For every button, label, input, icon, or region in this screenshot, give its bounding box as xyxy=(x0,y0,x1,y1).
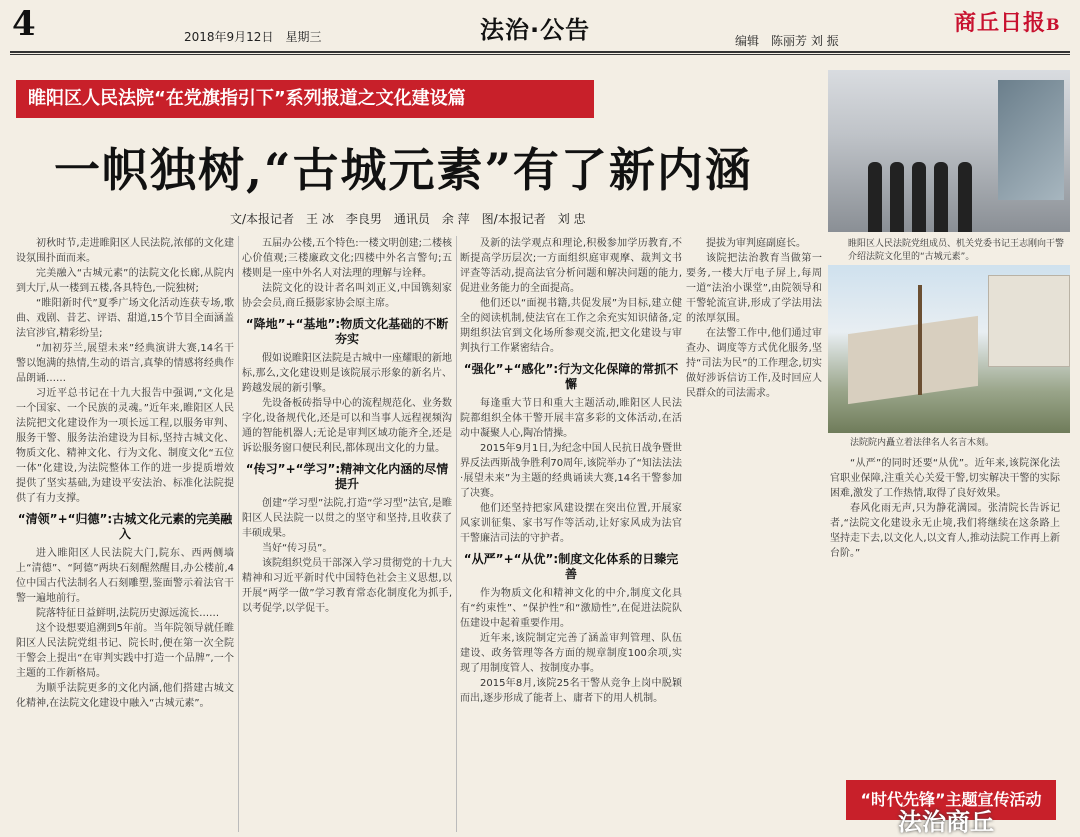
watermark: 法治商丘 xyxy=(898,808,994,836)
newspaper-logo xyxy=(954,6,1061,37)
photo-person xyxy=(934,162,948,232)
header-rule-thin xyxy=(10,54,1070,55)
paragraph: 及新的法学观点和理论,积极参加学历教育,不断提高学历层次;一方面组织庭审观摩、裁判文书评查等活动,提高法官分析问题和解决问题的能力,促进业务能力的全面提高。 xyxy=(460,238,682,294)
headline: 一帜独树,“古城元素”有了新内涵 xyxy=(54,143,753,197)
subheading: “降地”+“基地”:物质文化基础的不断夯实 xyxy=(245,317,449,346)
logo-text: 商丘日报 xyxy=(954,10,1047,36)
issue-date: 2018年9月12日 星期三 xyxy=(184,30,322,44)
subheading: “强化”+“感化”:行为文化保障的常抓不懈 xyxy=(463,362,679,391)
subheading: “清领”+“归德”:古城文化元素的完美融入 xyxy=(17,512,233,541)
header-rule xyxy=(10,51,1070,53)
editors: 编辑 陈丽芳 刘 振 xyxy=(735,34,839,48)
photo-display-wall xyxy=(998,80,1064,200)
paragraph: 五届办公楼,五个特色:一楼文明创建;二楼核心价值观;三楼廉政文化;四楼中外名言警句;五楼则是一座中外名人对法理的理解与诠释。 xyxy=(242,238,452,279)
paragraph: 创建“学习型”法院,打造“学习型”法官,是睢阳区人民法院一以贯之的坚守和坚持,且收获了丰硕成果。 xyxy=(242,498,452,539)
series-banner: 睢阳区人民法院“在党旗指引下”系列报道之文化建设篇 xyxy=(16,80,594,118)
photo-carved-wall xyxy=(848,316,978,404)
article-column-d xyxy=(830,456,1060,774)
paragraph: 初秋时节,走进睢阳区人民法院,浓郁的文化建设氛围扑面而来。 xyxy=(16,238,234,264)
paragraph: 春风化雨无声,只为静花满园。张清院长告诉记者,“法院文化建设永无止境,我们将继续在这条路上坚持走下去,以文化人,以文育人,推动法院工作再上新台阶。” xyxy=(830,503,1060,559)
paragraph: 法院文化的设计者名叫刘正义,中国镌刻家协会会员,商丘摄影家协会原主席。 xyxy=(242,283,452,309)
paragraph: 在法警工作中,他们通过审查办、调度等方式优化服务,坚持“司法为民”的工作理念,切实做好涉诉信访工作,及时回应人民群众的司法需求。 xyxy=(686,328,822,399)
paragraph: 假如说睢阳区法院是古城中一座耀眼的新地标,那么,文化建设则是该院展示形象的新名片、跨越发展的新引擎。 xyxy=(242,353,452,394)
photo-person xyxy=(958,162,972,232)
column-divider xyxy=(238,236,239,832)
paragraph: 他们还以“面视书籍,共促发展”为目标,建立健全的阅读机制,使法官在工作之余充实知识储备,定期组织法官到文化场所参观交流,把文化建设与审判执行工作紧密结合。 xyxy=(460,298,682,354)
paragraph: 提拔为审判庭副庭长。 xyxy=(706,238,806,249)
paragraph: 该院组织党员干部深入学习贯彻党的十九大精神和习近平新时代中国特色社会主义思想,以开展“两学一做”学习教育常态化制度化为抓手,以考促学,以学促干。 xyxy=(242,558,452,614)
photo-building xyxy=(988,275,1070,367)
article-column-c xyxy=(460,236,682,832)
subheading: “从严”+“从优”:制度文化体系的日臻完善 xyxy=(463,552,679,581)
paragraph: 这个设想要追溯到5年前。当年院领导就任睢阳区人民法院党组书记、院长时,便在第一次全院干警会上提出“在审判实践中打造一个品牌”,一个主题的工作新格局。 xyxy=(16,623,234,679)
paragraph: 进入睢阳区人民法院大门,院东、西两侧墙上“清德”、“阿德”两块石刻醒然醒目,办公楼前,4位中国古代法制名人石刻雕塑,鉴面警示着法官干警一遍地前行。 xyxy=(16,548,234,604)
paragraph: 2015年8月,该院25名干警从竞争上岗中脱颖而出,逐步形成了能者上、庸者下的用人机制。 xyxy=(460,678,682,704)
photo-caption: 法院院内矗立着法律名人名言木刻。 xyxy=(850,438,995,448)
logo-suffix: B xyxy=(1046,15,1061,34)
paragraph: “加初芬兰,展望未来”经典演讲大赛,14名干警以饱满的热情,生动的语言,真挚的情感将经典作品朗诵…… xyxy=(16,343,234,384)
paragraph: 当好“传习员”。 xyxy=(262,543,333,554)
article-column-a xyxy=(16,236,234,832)
section-title: 法治·公告 xyxy=(480,16,591,44)
paragraph: 近年来,该院制定完善了涵盖审判管理、队伍建设、政务管理等各方面的规章制度100余项,实现了用制度管人、按制度办事。 xyxy=(460,633,682,674)
page-number: 4 xyxy=(12,4,36,44)
photo-courtyard xyxy=(828,265,1070,433)
paragraph: 完美融入“古城元素”的法院文化长廊,从院内到大厅,从一楼到五楼,各具特色,一院独树; xyxy=(16,268,234,294)
paragraph: 为顺乎法院更多的文化内涵,他们搭建古城文化精神,在法院文化建设中融入“古城元素”。 xyxy=(16,683,234,709)
paragraph: 他们还坚持把家风建设摆在突出位置,开展家风家训征集、家书写作等活动,让好家风成为法官干警廉洁司法的守护者。 xyxy=(460,503,682,544)
photo-caption: 睢阳区人民法院党组成员、机关党委书记王志刚向干警介绍法院文化里的“古城元素”。 xyxy=(848,239,1065,262)
article-column-c2 xyxy=(686,236,822,832)
photo-hallway xyxy=(828,70,1070,232)
masthead xyxy=(0,0,1080,50)
campaign-banner: “时代先锋”主题宣传活动 xyxy=(846,780,1056,820)
column-divider xyxy=(456,236,457,832)
paragraph: “睢阳新时代”夏季广场文化活动连获专场,歌曲、戏剧、昔艺、评语、甜道,15个节目全面涵盖法官涉官,精彩纷呈; xyxy=(16,298,234,339)
photo-person xyxy=(912,162,926,232)
photo-person xyxy=(868,162,882,232)
article-column-b xyxy=(242,236,452,832)
paragraph: 该院把法治教育当做第一要务,一楼大厅电子屏上,每周一道“法治小课堂”,由院领导和干警轮流宣讲,形成了学法用法的浓厚氛围。 xyxy=(686,253,822,324)
byline: 文/本报记者 王 冰 李良男 通讯员 余 萍 图/本报记者 刘 忠 xyxy=(230,212,586,226)
paragraph: 习近平总书记在十九大报告中强调,“文化是一个国家、一个民族的灵魂。”近年来,睢阳区人民法院把文化建设作为一项长远工程,以服务审判、服务干警、服务法治建设为目标,坚持古城文化、物质文化、精神文化、行为文化、制度文化“五位一体”化建设,为法院整体工作的进一步提质增效提供了坚实基础,为建设平安法治、标准化法院提供了有力支撑。 xyxy=(16,388,234,504)
paragraph: 2015年9月1日,为纪念中国人民抗日战争暨世界反法西斯战争胜利70周年,该院举办了“知法法法·展望未来”为主题的经典诵读大赛,14名干警参加了决赛。 xyxy=(460,443,682,499)
subheading: “传习”+“学习”:精神文化内涵的尽情提升 xyxy=(245,462,449,491)
paragraph: 作为物质文化和精神文化的中介,制度文化具有“约束性”、“保护性”和“激励性”,在促进法院队伍建设中起着重要作用。 xyxy=(460,588,682,629)
photo-tree xyxy=(918,285,922,395)
paragraph: 每逢重大节日和重大主题活动,睢阳区人民法院都组织全体干警开展丰富多彩的文体活动,在活动中凝聚人心,陶冶情操。 xyxy=(460,398,682,439)
paragraph: “从严”的同时还要“从优”。近年来,该院深化法官职业保障,注重关心关爱干警,切实解决干警的实际困难,激发了工作热情,取得了良好效果。 xyxy=(830,458,1060,499)
paragraph: 先设备板砖指导中心的流程规范化、业务数字化,设备规代化,还是可以和当事人远程视频沟通的智能机器人;无论是审判区域功能齐全,还是诉讼服务窗口便民利民,都体现出文化的力量。 xyxy=(242,398,452,454)
photo-person xyxy=(890,162,904,232)
paragraph: 院落特征日益鲜明,法院历史源远流长…… xyxy=(36,608,220,619)
